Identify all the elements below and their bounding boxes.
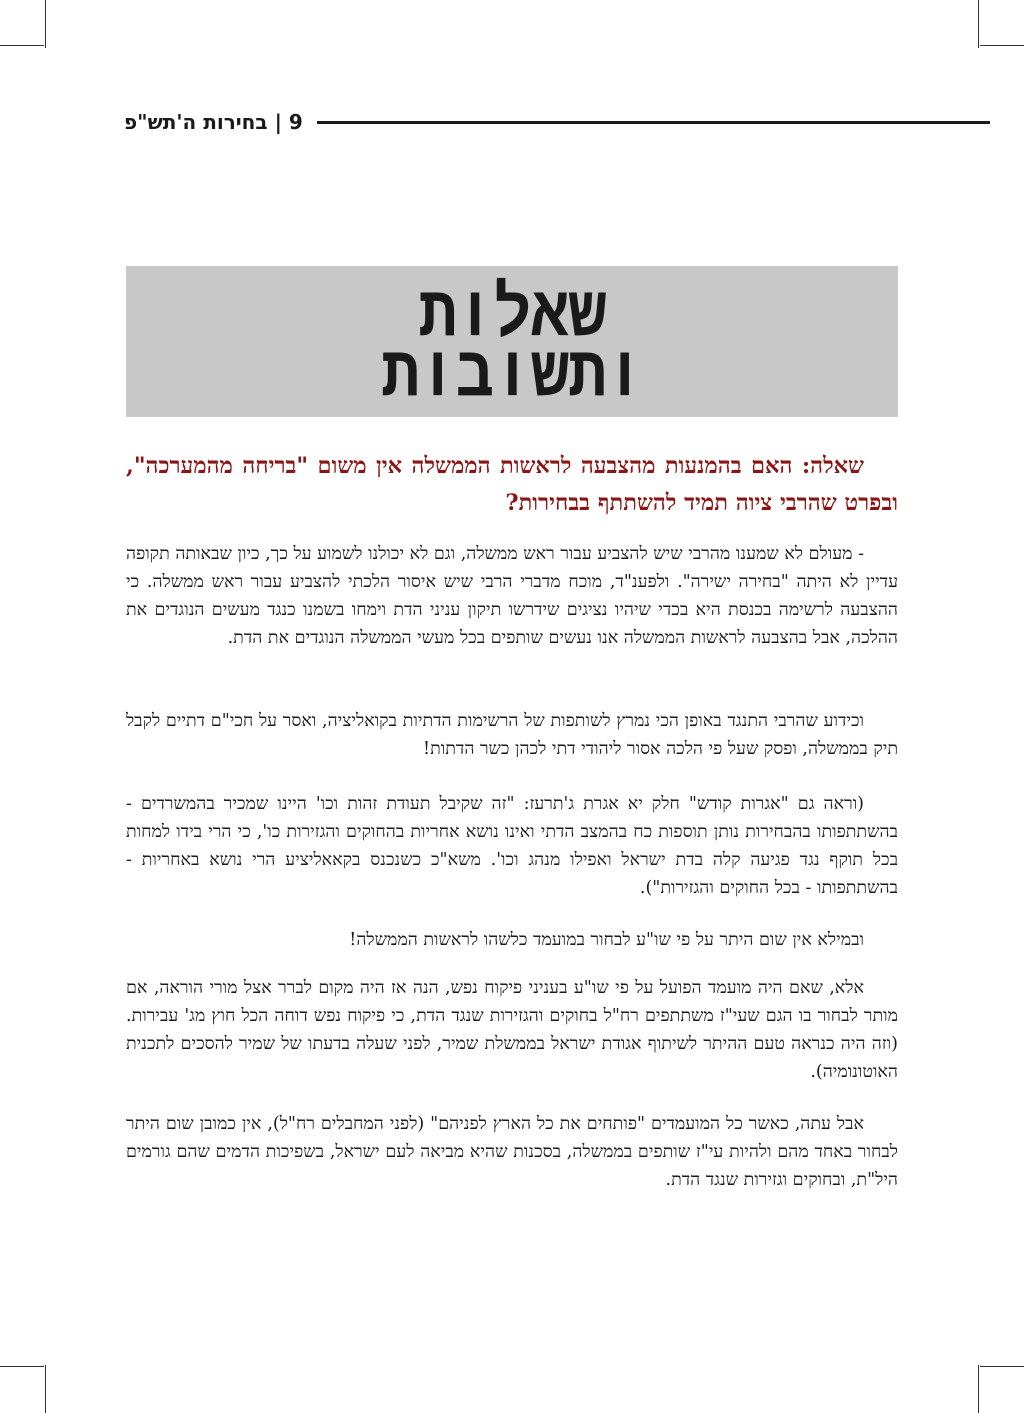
header-rule [317,121,990,124]
body-paragraph: אלא, שאם היה מועמד הפועל על פי שו"ע בעניני פיקוח נפש, הנה אז היה מקום לברר אצל מורי הוראה, אם מותר לבחור בו הגם שעי"ז משתתפים רח"ל בחוקים והגזירות שנגד הדת, כי פיקוח נפש דוחה הכל חוץ מג' עבירות. (וזה היה כנראה טעם ההיתר לשיתוף אגודת ישראל בממשלת שמיר, לפני שעלה בדעתו של שמיר להסכים לתכנית האוטונומיה). [126,978,898,1082]
question-heading: שאלה: האם בהמנעות מהצבעה לראשות הממשלה אין משום "בריחה מהמערכה", ובפרט שהרבי ציוה תמיד להשתתף בבחירות? [126,453,898,516]
body-paragraph: (וראה גם "אגרות קודש" חלק יא אגרת ג'תרעז: "זה שקיבל תעודת זהות וכו' היינו שמכיר בהמשרדים - בהשתתפותו בהבחירות נותן תוספות כח בהמצב הדתי ואינו נושא אחריות בהחוקים והגזירות כו', כי הרי בידו למחות בכל תוקף נגד פגיעה קלה בדת ישראל ואפילו מנהג וכו'. משא"כ כשנכנס בקאאליציע הרי נושא באחריות - בהשתתפותו - בכל החוקים והגזירות"). [126,794,898,898]
crop-mark [980,45,1024,46]
crop-mark [0,1366,44,1367]
running-header [124,104,1010,140]
banner-title-line-1: שאלות [418,270,606,353]
crop-mark [978,1365,979,1413]
banner-title-line-2: ותשובות [381,330,643,413]
crop-mark [978,0,979,48]
body-paragraph: וכידוע שהרבי התנגד באופן הכי נמרץ לשותפות של הרשימות הדתיות בקואליציה, ואסר על חכי"ם דתיים לקבל תיק בממשלה, ופסק שעל פי הלכה אסור ליהודי דתי לכהן כשר הדתות! [126,711,898,759]
body-paragraph: אבל עתה, כאשר כל המועמדים "פותחים את כל הארץ לפניהם" (לפני המחבלים רח"ל), אין כמובן שום היתר לבחור באחד מהם ולהיות עי"ז שותפים בממשלה, בסכנות שהיא מביאה לעם ישראל, בשפיכות הדמים שהם גורמים היל"ת, ובחוקים וגזירות שנגד הדת. [126,1114,898,1190]
title-banner [126,266,898,417]
crop-mark [45,0,46,48]
crop-mark [0,45,44,46]
crop-mark [45,1365,46,1413]
body-paragraph: ובמילא אין שום היתר על פי שו"ע לבחור במועמד כלשהו לראשות הממשלה! [349,930,864,950]
header-title: 9 | בחירות ה'תש"פ [124,110,303,134]
body-paragraph: - מעולם לא שמענו מהרבי שיש להצביע עבור ראש ממשלה, וגם לא יכולנו לשמוע על כך, כיון שבאותה תקופה עדיין לא היתה "בחירה ישירה". ולפענ"ד, מוכח מדברי הרבי שיש איסור הלכתי להצביע עבור ראש ממשלה. כי ההצבעה לרשימה בכנסת היא בכדי שיהיו נציגים שידרשו תיקון עניני הדת וימחו בשמנו כנגד מעשים הנוגדים את ההלכה, אבל בהצבעה לראשות הממשלה אנו נעשים שותפים בכל מעשי הממשלה הנוגדים את הדת. [126,544,898,648]
crop-mark [980,1366,1024,1367]
